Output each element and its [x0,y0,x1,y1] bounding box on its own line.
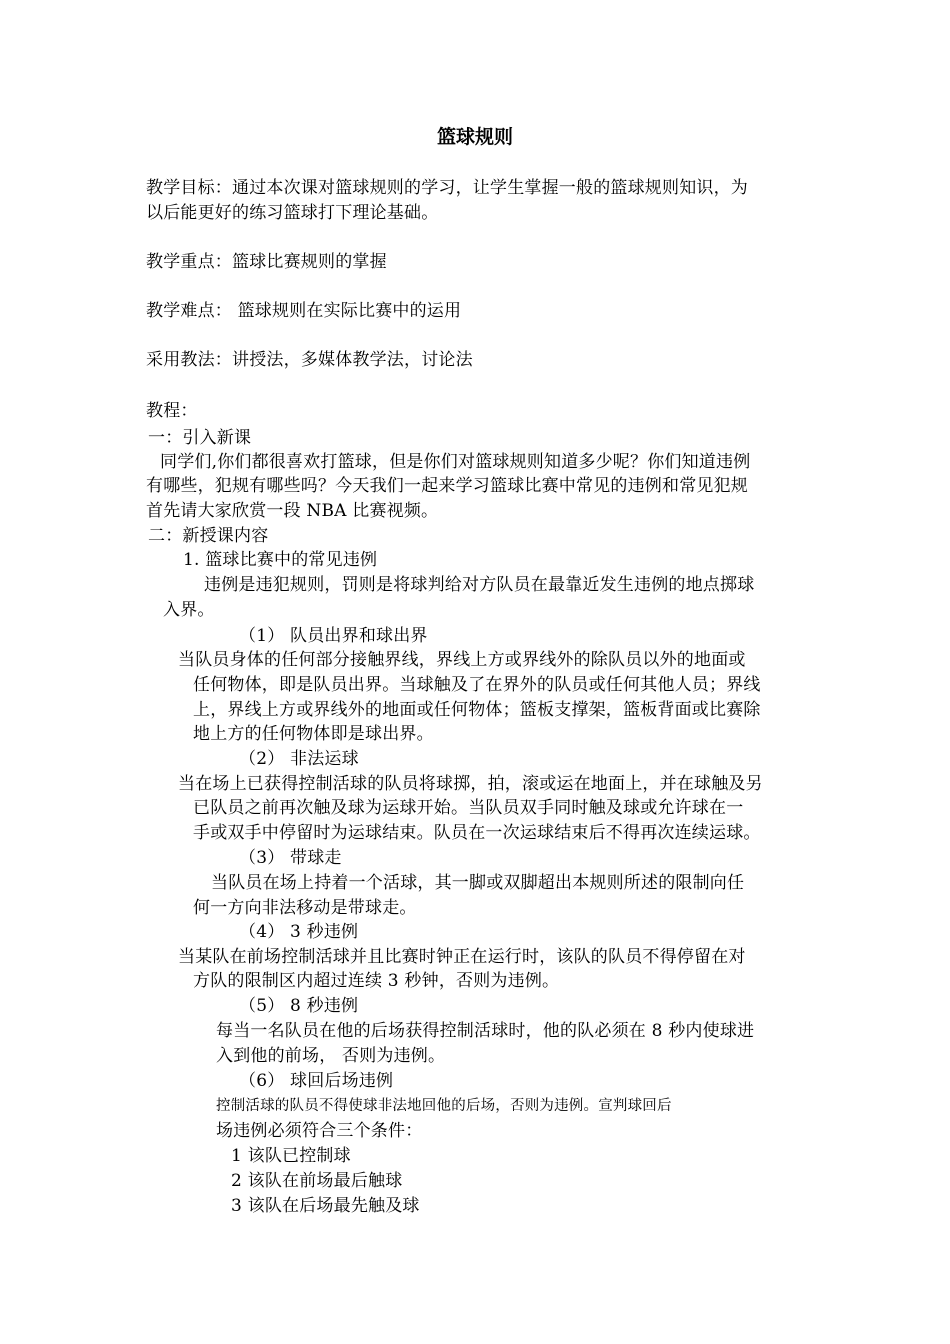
section3-heading: （3） 带球走 [239,848,342,868]
methods-line: 采用教法：讲授法，多媒体教学法，讨论法 [146,350,473,370]
definition-line-1: 违例是违犯规则，罚则是将球判给对方队员在最靠近发生违例的地点掷球 [204,575,755,595]
section6-line-1: 场违例必须符合三个条件： [216,1121,423,1141]
section1-line-2: 任何物体，即是队员出界。当球触及了在界外的队员或任何其他人员；界线 [193,675,761,695]
section2-heading: （2） 非法运球 [239,749,359,769]
section1-line-3: 上，界线上方或界线外的地面或任何物体；篮板支撑架，篮板背面或比赛除 [193,700,761,720]
objective-line-2: 以后能更好的练习篮球打下理论基础。 [146,203,439,223]
part1-line-1: 同学们,你们都很喜欢打篮球，但是你们对篮球规则知道多少呢？你们知道违例 [160,452,751,472]
section4-line-2: 方队的限制区内超过连续 3 秒钟，否则为违例。 [193,971,560,991]
part1-line-3: 首先请大家欣赏一段 NBA 比赛视频。 [146,501,439,521]
section2-line-2: 已队员之前再次触及球为运球开始。当队员双手同时触及球或允许球在一 [193,798,744,818]
section1-line-4: 地上方的任何物体即是球出界。 [193,724,434,744]
section3-line-2: 何一方向非法移动是带球走。 [193,898,417,918]
section5-line-1: 每当一名队员在他的后场获得控制活球时，他的队必须在 8 秒内使球进 [216,1021,755,1041]
part1-heading: 一：引入新课 [148,428,252,448]
section6-small-line: 控制活球的队员不得使球非法地回他的后场，否则为违例。宣判球回后 [216,1098,672,1114]
section4-heading: （4） 3 秒违例 [239,922,359,942]
part1-line-2: 有哪些，犯规有哪些吗？今天我们一起来学习篮球比赛中常见的违例和常见犯规 [146,476,748,496]
section2-line-1: 当在场上已获得控制活球的队员将球掷，拍，滚或运在地面上，并在球触及另 [178,774,763,794]
section4-line-1: 当某队在前场控制活球并且比赛时钟正在运行时，该队的队员不得停留在对 [178,947,746,967]
section5-line-2: 入到他的前场， 否则为违例。 [216,1046,446,1066]
section2-line-3: 手或双手中停留时为运球结束。队员在一次运球结束后不得再次连续运球。 [193,823,761,843]
focus-line: 教学重点：篮球比赛规则的掌握 [146,252,387,272]
condition-2: 2 该队在前场最后触球 [231,1171,403,1191]
definition-line-2: 入界。 [163,600,215,620]
section1-line-1: 当队员身体的任何部分接触界线，界线上方或界线外的除队员以外的地面或 [178,650,746,670]
section6-heading: （6） 球回后场违例 [239,1071,394,1091]
section5-heading: （5） 8 秒违例 [239,996,359,1016]
item1-heading: 1. 篮球比赛中的常见违例 [183,550,378,570]
process-label: 教程： [146,401,198,421]
condition-3: 3 该队在后场最先触及球 [231,1196,420,1216]
section1-heading: （1） 队员出界和球出界 [239,626,428,646]
section3-line-1: 当队员在场上持着一个活球，其一脚或双脚超出本规则所述的限制向任 [211,873,745,893]
condition-1: 1 该队已控制球 [231,1146,351,1166]
part2-heading: 二：新授课内容 [148,526,269,546]
objective-line-1: 教学目标：通过本次课对篮球规则的学习，让学生掌握一般的篮球规则知识，为 [146,178,748,198]
document-title: 篮球规则 [436,126,513,148]
difficulty-line: 教学难点： 篮球规则在实际比赛中的运用 [146,301,462,321]
